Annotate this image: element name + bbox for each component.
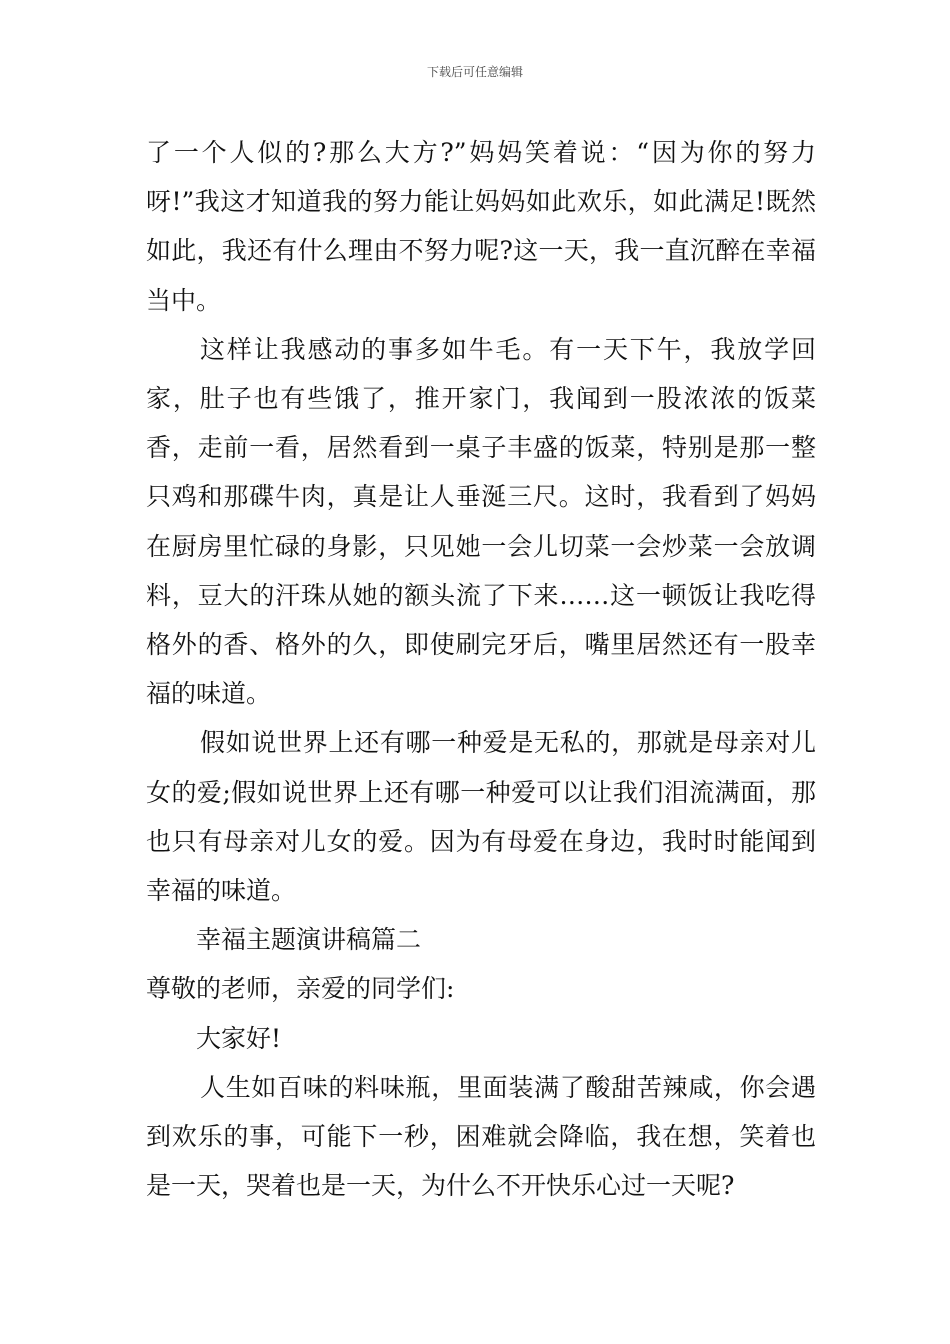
- paragraph-life-flavors: 人生如百味的料味瓶，里面装满了酸甜苦辣咸，你会遇到欢乐的事，可能下一秒，困难就会降临，我在想，笑着也是一天，哭着也是一天，为什么不开快乐心过一天呢?: [146, 1072, 816, 1201]
- salutation: 尊敬的老师，亲爱的同学们:: [146, 974, 455, 1004]
- section-title: 幸福主题演讲稿篇二: [196, 925, 422, 955]
- document-body: [146, 128, 816, 1210]
- paragraph-continuation: 了一个人似的?那么大方?”妈妈笑着说：“因为你的努力呀!”我这才知道我的努力能让妈妈如此欢乐，如此满足!既然如此，我还有什么理由不努力呢?这一天，我一直沉醉在幸福当中。: [146, 138, 816, 315]
- paragraph-mother-love: 假如说世界上还有哪一种爱是无私的，那就是母亲对儿女的爱;假如说世界上还有哪一种爱可以让我们泪流满面，那也只有母亲对儿女的爱。因为有母爱在身边，我时时能闻到幸福的味道。: [146, 728, 816, 906]
- paragraph-dinner-story: 这样让我感动的事多如牛毛。有一天下午，我放学回家，肚子也有些饿了，推开家门，我闻到一股浓浓的饭菜香，走前一看，居然看到一桌子丰盛的饭菜，特别是那一整只鸡和那碟牛肉，真是让人垂涎三尺。这时，我看到了妈妈在厨房里忙碌的身影，只见她一会儿切菜一会炒菜一会放调料，豆大的汗珠从她的额头流了下来……这一顿饭让我吃得格外的香、格外的久，即使刷完牙后，嘴里居然还有一股幸福的味道。: [146, 334, 816, 709]
- page-header-note: 下载后可任意编辑: [426, 65, 523, 79]
- greeting: 大家好!: [196, 1023, 282, 1053]
